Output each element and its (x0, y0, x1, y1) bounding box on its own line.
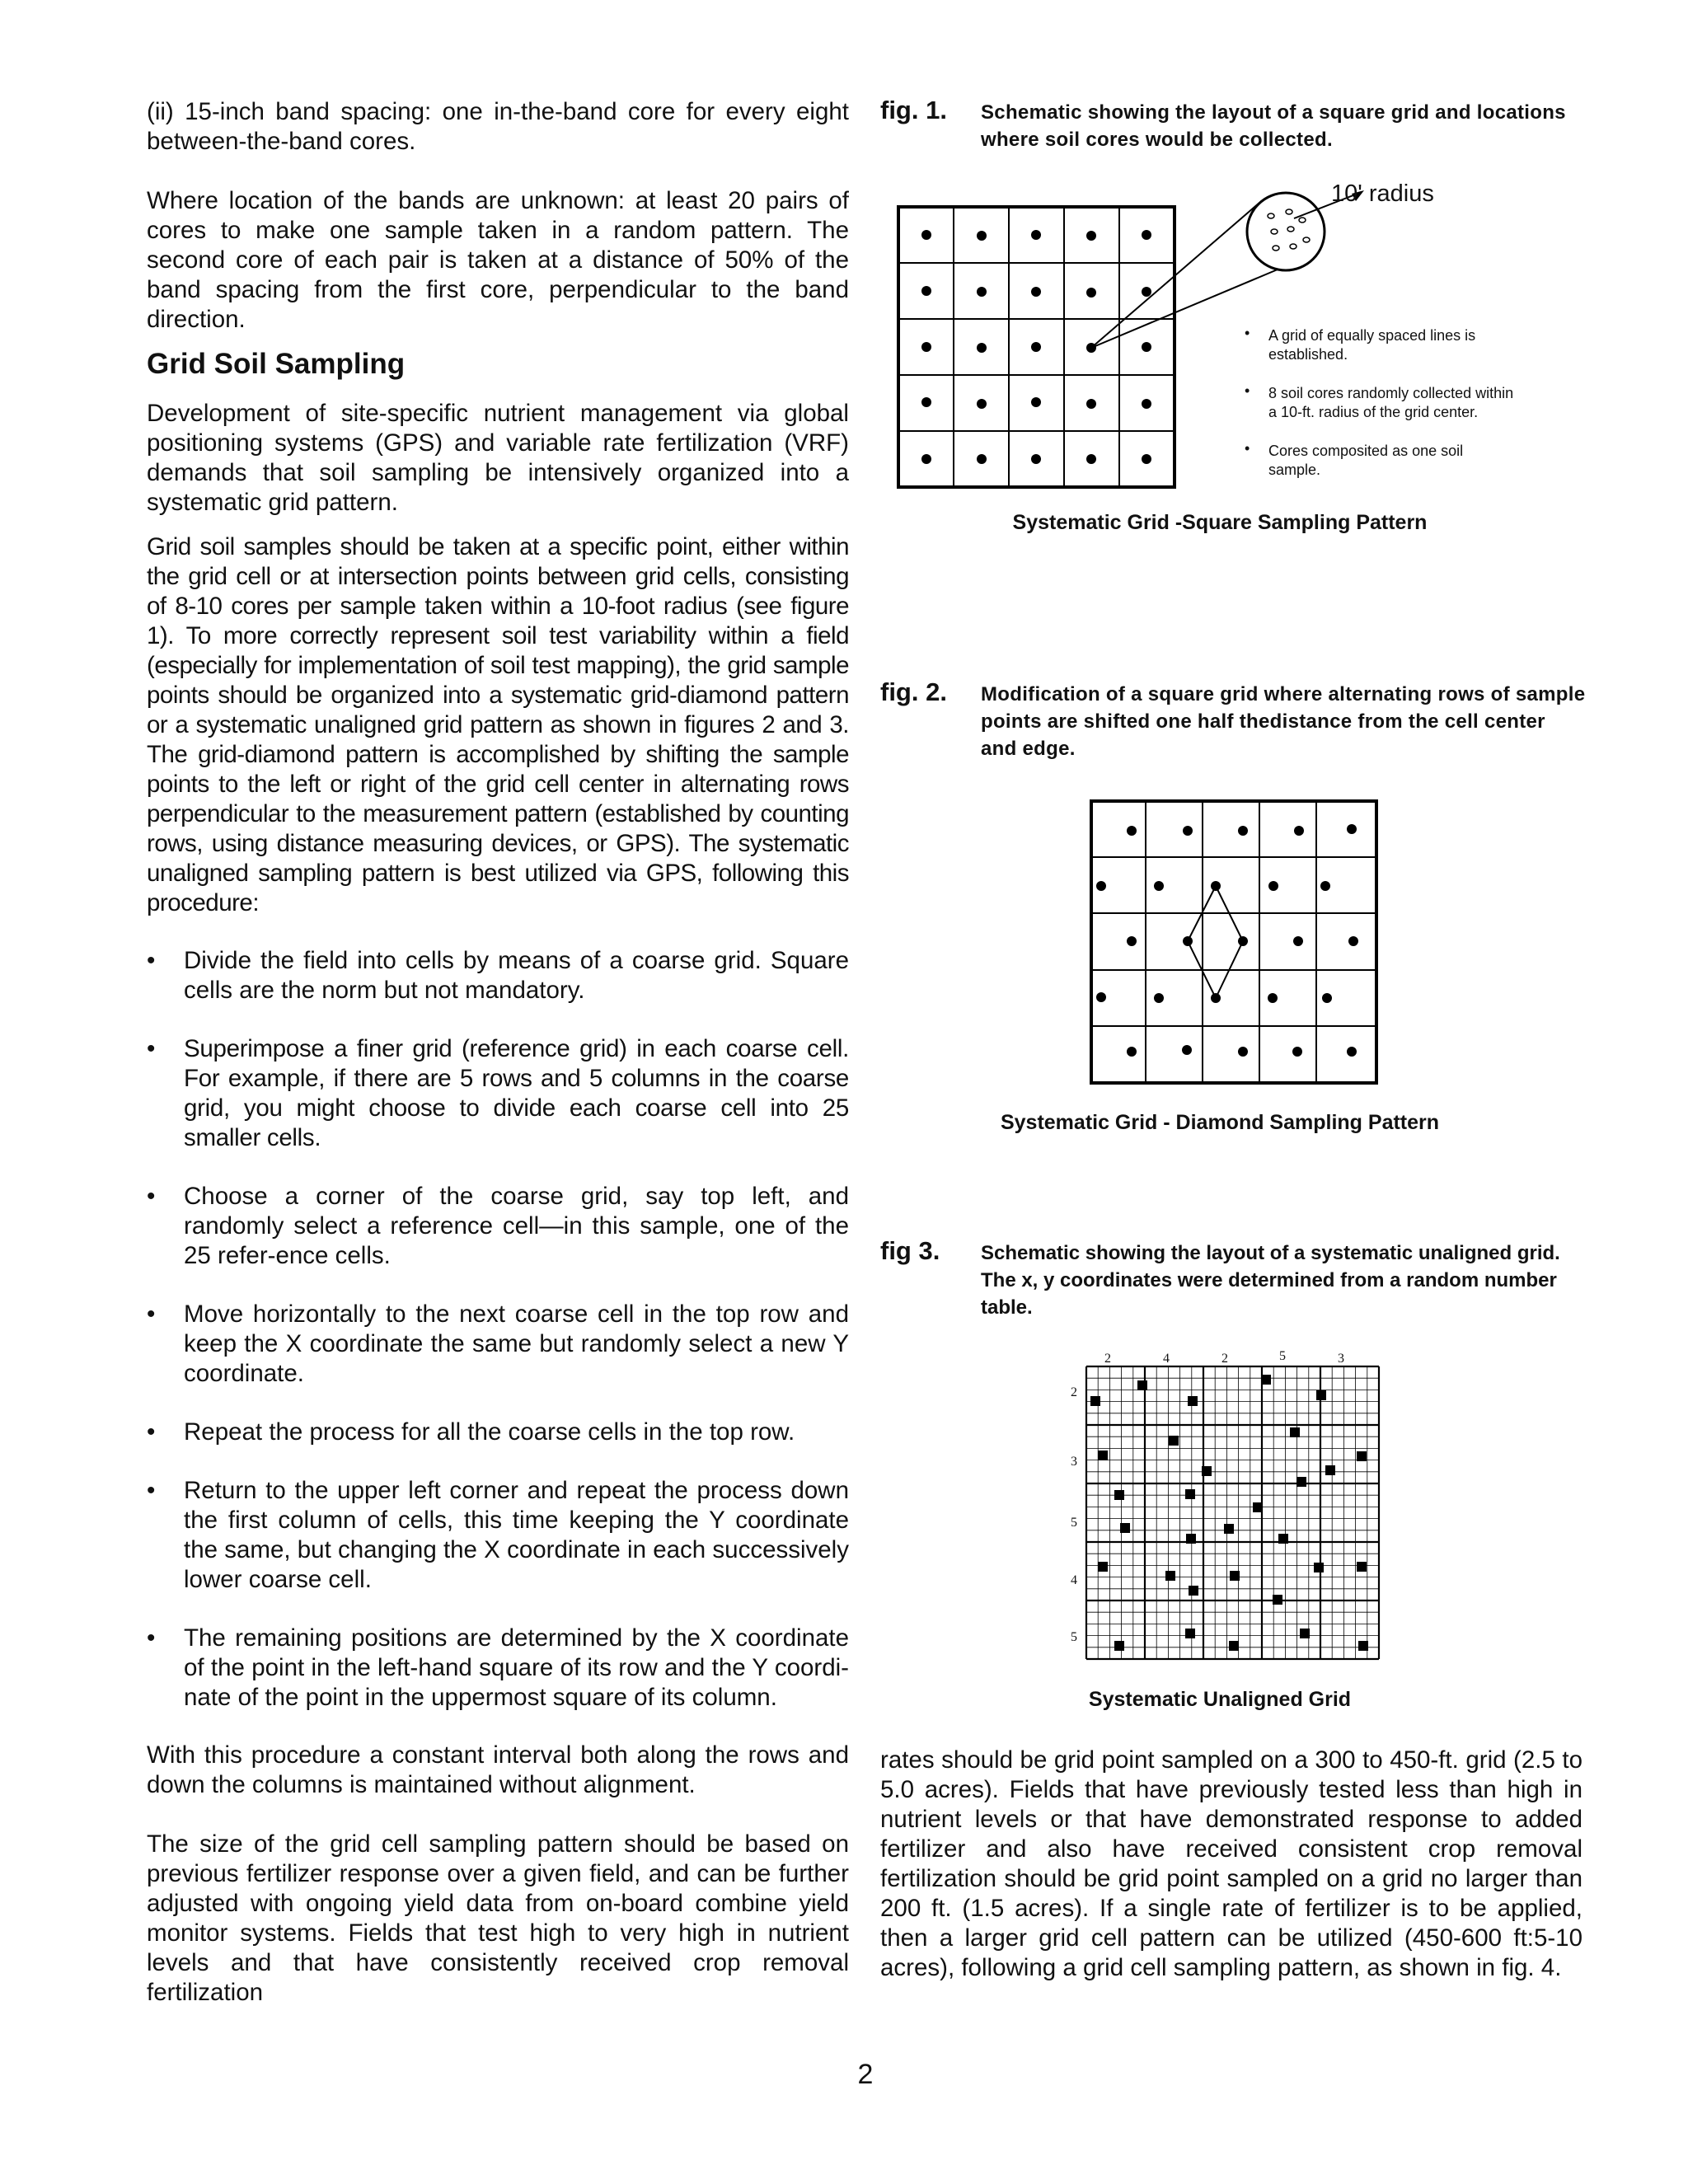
list-item-text: Superimpose a finer grid (reference grid) in each coarse cell. For example, if there are 5 rows and 5 columns in the coarse grid, you might choose to divide each coarse cell into 25 smaller cells. (184, 1035, 849, 1151)
sample-square (1253, 1502, 1263, 1512)
list-item (147, 1300, 849, 1389)
fig1-caption: Systematic Grid -Square Sampling Pattern (1012, 511, 1428, 534)
note-3-line-2: sample. (1268, 462, 1321, 478)
top-label: 4 (1163, 1352, 1170, 1366)
sample-points (921, 230, 1151, 464)
top-label: 2 (1104, 1352, 1111, 1366)
note-3-line-1: Cores composited as one soil (1268, 443, 1464, 459)
svg-text:•: • (1245, 440, 1250, 457)
section-heading: Grid Soil Sampling (147, 348, 406, 380)
list-item (147, 1476, 849, 1595)
paragraph-continued: rates should be grid point sampled on a 300 to 450-ft. grid (2.5 to 5.0 acres). Fields that have previously tested less than high in nutrient levels or that have demonstrated response to added fertilizer and also have received consistent crop removal fertilization should be grid point sampled on a grid no larger than 200 ft. (1.5 acres). If a single rate of fertilizer is to be applied, then a larger grid cell pattern can be utilized (450-600 ft:5-10 acres), following a grid cell sampling pattern, as shown in fig. 4. (880, 1746, 1582, 1981)
sample-square (1188, 1396, 1198, 1406)
fig2-diagram (1088, 798, 1385, 1086)
sample-square (1098, 1562, 1108, 1572)
fig1-diagram (890, 177, 1587, 507)
sample-square (1185, 1489, 1195, 1499)
fig3-caption: Systematic Unaligned Grid (1088, 1688, 1352, 1711)
sample-square (1296, 1477, 1306, 1487)
bullet-icon: • (147, 1035, 156, 1062)
sample-square (1090, 1396, 1100, 1406)
left-column (147, 97, 849, 2008)
sample-square (1316, 1390, 1326, 1400)
fig3-diagram (1063, 1343, 1426, 1673)
fig1-description: Schematic showing the layout of a square grid and locations where soil cores would be collected. (981, 101, 1566, 151)
list-item-text: Return to the upper left corner and repeat the process down the first column of cells, this time keeping the Y coordinate the same, but changing the X coordinate in each successively lower coarse cell. (184, 1477, 849, 1593)
side-label: 3 (1071, 1455, 1077, 1469)
sample-square (1314, 1563, 1324, 1572)
list-item-text: Move horizontally to the next coarse cell in the top row and keep the X coordinate the same but randomly select a new Y coordinate. (184, 1301, 849, 1387)
fig2-caption: Systematic Grid - Diamond Sampling Pattern (1000, 1111, 1440, 1134)
paragraph-band-spacing: (ii) 15-inch band spacing: one in-the-band core for every eight between-the-band cores. (147, 98, 849, 155)
list-item-text: The remaining positions are determined by the X coordinate of the point in the left-hand square of its row and the Y coordi-nate of the point in the uppermost square of its column. (184, 1624, 849, 1711)
sample-square (1278, 1534, 1288, 1544)
sample-square (1224, 1524, 1234, 1534)
bullet-icon: • (147, 1183, 156, 1210)
bullet-icon: • (147, 947, 156, 974)
paragraph-constant-interval: With this procedure a constant interval both along the rows and down the columns is maintained without alignment. (147, 1741, 849, 1798)
list-item-text: Repeat the process for all the coarse cells in the top row. (184, 1418, 795, 1446)
note-1-line-1: A grid of equally spaced lines is (1268, 327, 1476, 344)
sample-square (1230, 1571, 1240, 1581)
top-label: 2 (1221, 1352, 1228, 1366)
side-label: 5 (1071, 1516, 1077, 1530)
top-label: 5 (1279, 1349, 1286, 1363)
bullet-icon: • (147, 1477, 156, 1504)
sample-square (1229, 1641, 1239, 1651)
note-1-line-2: established. (1268, 346, 1348, 363)
sample-square (1357, 1451, 1367, 1461)
list-item-text: Divide the field into cells by means of a coarse grid. Square cells are the norm but not mandatory. (184, 947, 849, 1004)
page-number: 2 (857, 2059, 874, 2090)
sample-square (1357, 1562, 1367, 1572)
note-2-line-2: a 10-ft. radius of the grid center. (1268, 404, 1479, 420)
list-item (147, 946, 849, 1005)
sample-square (1098, 1451, 1108, 1460)
fig2-label: fig. 2. (880, 677, 947, 706)
list-item (147, 1624, 849, 1713)
sample-square (1137, 1380, 1147, 1390)
fig1-notes (1245, 325, 1513, 478)
list-item-text: Choose a corner of the coarse grid, say top left, and randomly select a reference cell—in this sample, one of the 25 refer-ence cells. (184, 1183, 849, 1269)
paragraph-grid-samples: Grid soil samples should be taken at a specific point, either within the grid cell or at intersection points between grid cells, consisting of 8-10 cores per sample taken within a 10-foot radius (see figure 1). To more correctly represent soil test variability within a field (especially for implementation of soil test mapping), the grid sample points should be organized into a systematic grid-diamond pattern or a systematic unaligned grid pattern as shown in figures 2 and 3. The grid-diamond pattern is accomplished by shifting the sample points to the left or right of the grid cell center in alternating rows perpendicular to the measurement pattern (established by counting rows, using distance measuring devices, or GPS). The systematic unaligned sampling pattern is best utilized via GPS, following this procedure: (147, 533, 849, 916)
fig3-description: Schematic showing the layout of a systematic unaligned grid. The x, y coordinates were determined from a random number table. (981, 1242, 1560, 1319)
side-label: 5 (1071, 1630, 1077, 1644)
sample-square (1114, 1641, 1124, 1651)
paragraph-grid-size: The size of the grid cell sampling pattern should be based on previous fertilizer response over a given field, and can be further adjusted with ongoing yield data from on-board combine yield monitor systems. Fields that test high to very high in nutrient levels and that have consistently received crop removal fertilization (147, 1830, 849, 2006)
sample-square (1202, 1466, 1212, 1476)
sample-square (1169, 1436, 1179, 1446)
sample-square (1185, 1629, 1195, 1638)
sample-square (1120, 1523, 1130, 1533)
bullet-icon: • (147, 1418, 156, 1446)
side-label: 2 (1071, 1385, 1077, 1399)
sample-square (1325, 1465, 1335, 1475)
list-item (147, 1034, 849, 1153)
side-label: 4 (1071, 1573, 1077, 1587)
sample-square (1165, 1571, 1175, 1581)
sample-square (1114, 1490, 1124, 1500)
sample-square (1186, 1534, 1196, 1544)
radius-label: 10' radius (1331, 180, 1434, 207)
right-column-text (880, 1746, 1582, 1983)
fig3-label: fig 3. (880, 1236, 940, 1265)
bullet-icon: • (147, 1301, 156, 1328)
list-item (147, 1182, 849, 1271)
paragraph-development: Development of site-specific nutrient management via global positioning systems (GPS) and variable rate fertilization (VRF) demands that soil sampling be intensively organized into a systematic grid pattern. (147, 400, 849, 516)
sample-square (1261, 1375, 1271, 1385)
bullet-icon: • (147, 1624, 156, 1652)
sample-square (1300, 1629, 1310, 1638)
paragraph-unknown-bands: Where location of the bands are unknown: at least 20 pairs of cores to make one sample taken in a random pattern. The second core of each pair is taken at a distance of 50% of the band spacing from the first core, perpendicular to the band direction. (147, 187, 849, 333)
procedure-list (147, 946, 849, 1713)
sample-squares (1090, 1375, 1368, 1651)
note-2-line-1: 8 soil cores randomly collected within (1268, 385, 1514, 401)
list-item (147, 1418, 849, 1447)
sample-square (1358, 1641, 1368, 1651)
fig1-label: fig. 1. (880, 96, 947, 124)
sample-points (1096, 824, 1358, 1057)
sample-square (1273, 1595, 1282, 1605)
top-label: 3 (1338, 1352, 1344, 1366)
svg-text:•: • (1245, 382, 1250, 399)
magnified-sample-circle (1091, 193, 1357, 348)
fig2-description: Modification of a square grid where alternating rows of sample points are shifted one half thedistance from the cell center and edge. (981, 683, 1586, 760)
svg-text:•: • (1245, 325, 1250, 341)
sample-square (1290, 1427, 1300, 1437)
sample-square (1189, 1586, 1198, 1596)
